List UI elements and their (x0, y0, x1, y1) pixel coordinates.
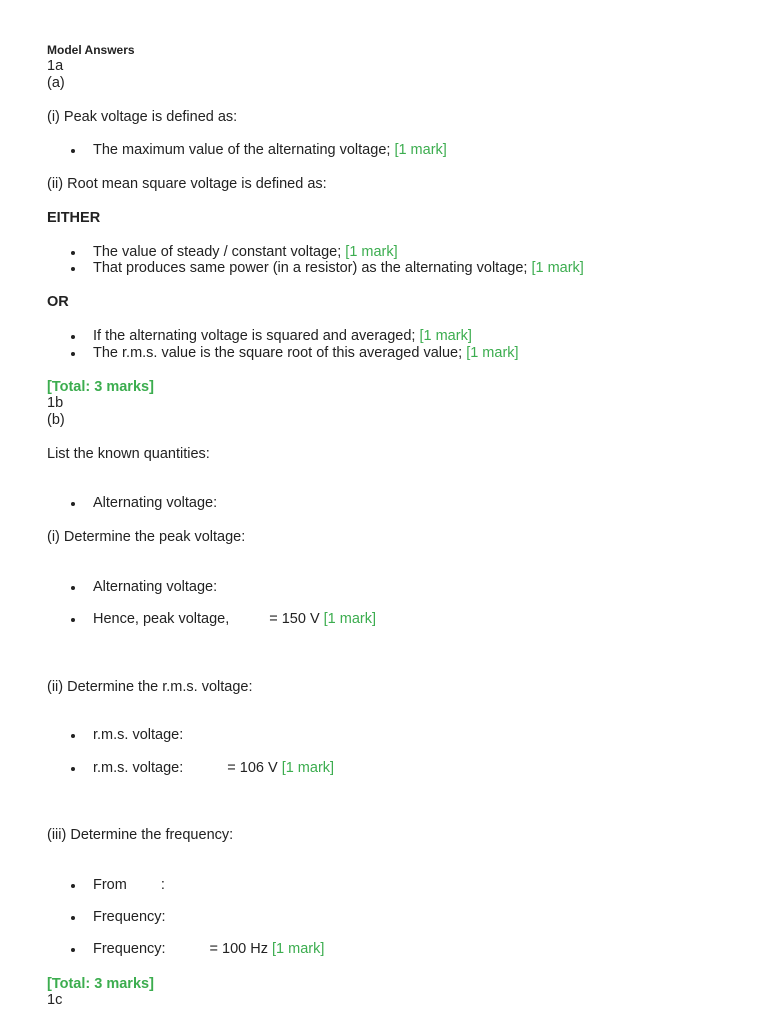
question-part: (b) (47, 412, 65, 428)
list-item-text: Frequency: (93, 909, 166, 925)
mark-label: [1 mark] (419, 328, 472, 344)
list-item (93, 760, 334, 777)
list-item-text: From (93, 877, 127, 893)
paragraph: (ii) Root mean square voltage is defined as: (47, 176, 327, 192)
mark-label: [1 mark] (345, 244, 398, 260)
list-item-text: The value of steady / constant voltage; (93, 244, 342, 260)
list-item-text: That produces same power (in a resistor) as the alternating voltage; (93, 260, 528, 276)
list-item (93, 328, 472, 345)
list-item (93, 345, 519, 362)
answer-value: = 106 V (227, 760, 278, 776)
mark-label: [1 mark] (531, 260, 584, 276)
page-title: Model Answers (47, 43, 135, 57)
list-item-text: The r.m.s. value is the square root of this averaged value; (93, 345, 463, 361)
mark-label: [1 mark] (281, 760, 335, 776)
list-item (93, 727, 183, 744)
answer-value: = 150 V (269, 611, 320, 627)
total-marks: [Total: 3 marks] (47, 976, 154, 992)
question-number: 1a (47, 58, 64, 74)
question-number: 1b (47, 395, 64, 411)
question-number: 1c (47, 992, 63, 1008)
total-marks: [Total: 3 marks] (47, 379, 154, 395)
list-item (93, 244, 398, 261)
list-item-text: Alternating voltage: (93, 579, 218, 595)
question-part: (a) (47, 75, 65, 91)
paragraph: (i) Peak voltage is defined as: (47, 109, 238, 125)
list-item-text: r.m.s. voltage: (93, 727, 184, 743)
list-item (93, 909, 166, 926)
list-item (93, 142, 447, 159)
list-item (93, 941, 324, 958)
mark-label: [1 mark] (323, 611, 377, 627)
paragraph: (iii) Determine the frequency: (47, 827, 234, 843)
list-item-text: The maximum value of the alternating voltage; (93, 142, 391, 158)
list-item-text: If the alternating voltage is squared and averaged; (93, 328, 416, 344)
list-item-text: Hence, peak voltage, (93, 611, 230, 627)
colon: : (160, 877, 165, 893)
list-item-text: Frequency: (93, 941, 166, 957)
mark-label: [1 mark] (466, 345, 519, 361)
answer-value: = 100 Hz (209, 941, 268, 957)
list-item (93, 495, 217, 512)
list-item (93, 611, 376, 628)
paragraph: (i) Determine the peak voltage: (47, 529, 246, 545)
paragraph: (ii) Determine the r.m.s. voltage: (47, 679, 253, 695)
either-heading: EITHER (47, 210, 101, 226)
list-item (93, 579, 217, 596)
list-item (93, 877, 165, 894)
or-heading: OR (47, 294, 69, 310)
paragraph: List the known quantities: (47, 446, 210, 462)
list-item-text: r.m.s. voltage: (93, 760, 184, 776)
mark-label: [1 mark] (394, 142, 447, 158)
list-item-text: Alternating voltage: (93, 495, 218, 511)
list-item (93, 260, 584, 277)
mark-label: [1 mark] (272, 941, 325, 957)
